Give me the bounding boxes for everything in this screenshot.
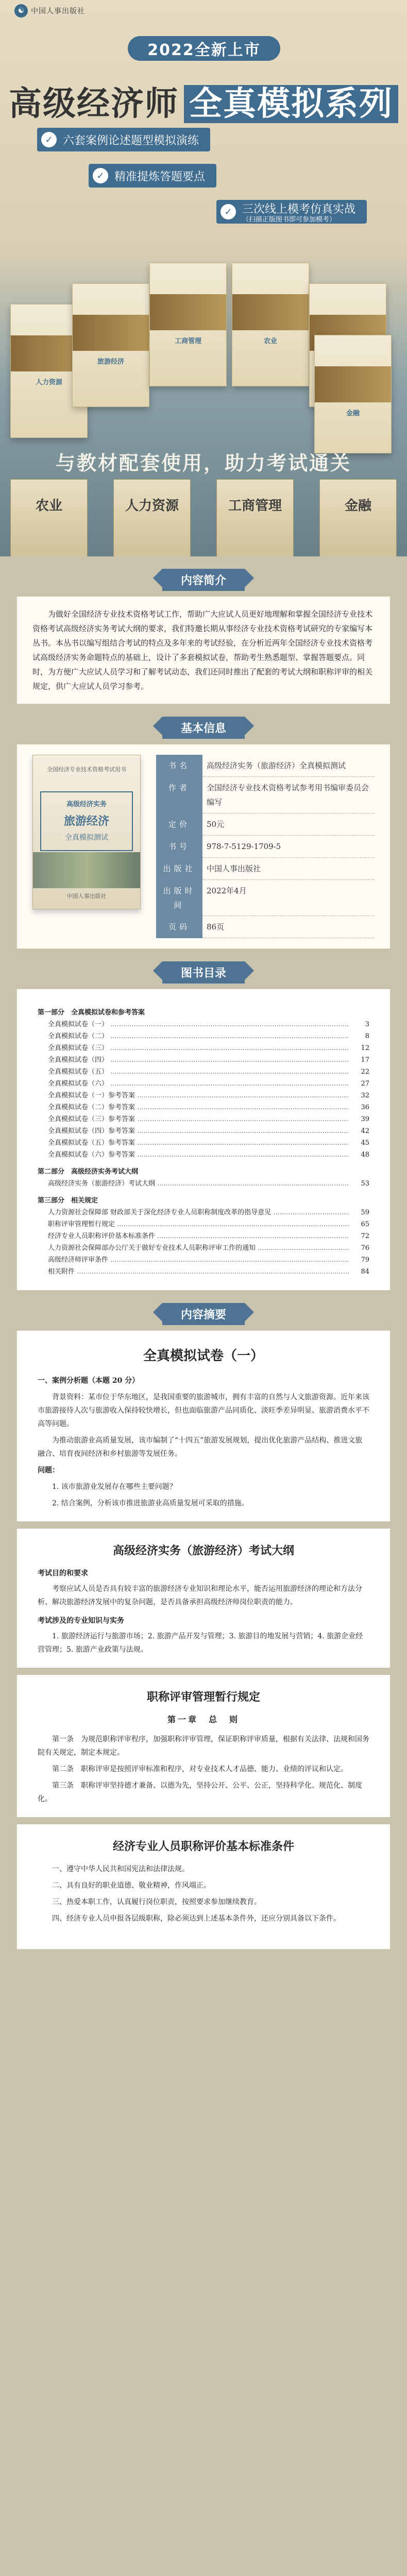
toc-entry-page: 45 (361, 1139, 369, 1147)
paragraph: 第一条 为规范职称评审程序，加强职称评审管理，保证职称评审质量，根据有关法律、法规和国务院有关规定，制定本规定。 (38, 1735, 369, 1757)
toc-entry-page: 17 (361, 1056, 369, 1064)
book-cover (72, 283, 149, 407)
feature-tag (89, 164, 216, 188)
book-label: 人力资源 (125, 498, 179, 514)
info-row (156, 777, 375, 814)
paragraph: 第二条 职称评审是按照评审标准和程序，对专业技术人才品德、能力、业绩的评议和认定。 (52, 1765, 348, 1773)
toc-entry-page: 3 (365, 1021, 369, 1028)
info-value: 978-7-5129-1709-5 (202, 836, 375, 858)
info-value: 高级经济实务（旅游经济）全真模拟测试 (202, 755, 375, 777)
publisher-logo-icon: ☯ (14, 4, 28, 18)
toc-entry-page: 36 (361, 1104, 369, 1111)
intro-text: 为做好全国经济专业技术资格考试工作，帮助广大应试人员更好地理解和掌握全国经济专业技术资格考试高级经济实务考试大纲的要求，我们特邀长期从事经济专业技术资格考试研究的专家编写本丛书。本丛书以编写组结合考试的特点及多年来的考试经验，在分析近两年全国经济专业技术资格考试高级经济实务命题特点的基础上，设计了多套模拟试卷，帮助考生熟悉题型、掌握答题要点。同时，为方便广大应试人员学习和了解考试动态，我们还同时推出了配套的考试大纲和职称评审的相关规定，供广大应试人员学习参考。 (32, 609, 373, 691)
section-heading: 内容简介 (162, 569, 245, 591)
info-row (156, 858, 375, 880)
regulation-title: 职称评审管理暂行规定 (146, 1690, 260, 1704)
book-label: 金融 (346, 410, 360, 417)
basic-info-card (16, 744, 391, 949)
toc-entry-title: 全真模拟试卷（五）参考答案 ..... (48, 1137, 349, 1149)
book-label: 工商管理 (174, 337, 201, 345)
toc-entry-title: 经济专业人员职称评价基本标准条件 ..... (48, 1230, 349, 1242)
paragraph: 背景资料：某市位于华东地区，是我国重要的旅游城市，拥有丰富的自然与人文旅游资源。近年来该市旅游接待人次与旅游收入保持较快增长，但也面临旅游产品同质化、淡旺季差异明显、旅游消费水平不高等问题。 (38, 1393, 369, 1428)
toc-entry-title: 全真模拟试卷（三） ..... (48, 1042, 349, 1054)
book-label: 人力资源 (35, 379, 62, 386)
toc-entry (38, 1125, 369, 1137)
toc-entry (38, 1242, 369, 1254)
toc-entry (38, 1090, 369, 1101)
toc-entry (38, 1266, 369, 1278)
toc-entry (38, 1178, 369, 1190)
section-heading: 内容摘要 (162, 1303, 245, 1325)
book-label: 金融 (344, 498, 371, 514)
book-cover (113, 479, 191, 556)
book-stack (10, 242, 397, 438)
info-key: 出版时间 (156, 880, 202, 916)
toc-part-heading: 第一部分 全真模拟试卷和参考答案 (38, 1009, 145, 1016)
section-heading: 基本信息 (162, 717, 245, 739)
toc-entry (38, 1207, 369, 1218)
toc-entry (38, 1054, 369, 1066)
toc-entry-title: 人力资源社会保障部办公厅关于做好专业技术人员职称评审工作的通知 ..... (48, 1242, 349, 1254)
toc-entry-title: 高级经济师评审条件 ..... (48, 1254, 349, 1266)
toc-entry (38, 1230, 369, 1242)
toc-entry (38, 1113, 369, 1125)
toc-entry (38, 1042, 369, 1054)
info-key: 作者 (156, 777, 202, 814)
book-cover (232, 263, 309, 386)
toc-entry (38, 1218, 369, 1230)
toc-entry-page: 84 (361, 1268, 369, 1276)
toc-entry (38, 1066, 369, 1078)
feature-tag-text: 六套案例论述题型模拟演练 (63, 134, 199, 147)
toc-entry-page: 76 (361, 1244, 369, 1252)
hero-title-accent: 全真模拟系列 (184, 85, 398, 123)
paragraph: 三、热爱本职工作，认真履行岗位职责，按照要求参加继续教育。 (52, 1898, 261, 1906)
cover-publisher: 中国人事出版社 (66, 893, 107, 900)
info-row (156, 755, 375, 777)
toc-entry-title: 高级经济实务（旅游经济）考试大纲 ..... (48, 1178, 349, 1190)
section-separator (16, 1521, 391, 1529)
question-ask: 问题： (38, 1466, 59, 1475)
toc-entry-page: 53 (361, 1180, 369, 1188)
publisher-logo (14, 4, 85, 18)
toc-entry-page: 48 (361, 1151, 369, 1159)
paragraph: 一、遵守中华人民共和国宪法和法律法规。 (52, 1865, 189, 1873)
toc-entry (38, 1030, 369, 1042)
toc-entry-page: 27 (361, 1080, 369, 1088)
bottom-book-row (0, 479, 407, 556)
toc-entry (38, 1019, 369, 1030)
basic-heading-wrap (0, 704, 407, 744)
toc-entry-title: 全真模拟试卷（四） ..... (48, 1054, 349, 1066)
exam-title: 全真模拟试卷（一） (143, 1348, 264, 1364)
toc-entry (38, 1137, 369, 1149)
info-key: 书号 (156, 836, 202, 858)
standard-title: 经济专业人员职称评价基本标准条件 (112, 1840, 294, 1853)
info-key: 定价 (156, 814, 202, 836)
toc-entry-page: 79 (361, 1256, 369, 1264)
paragraph: 考察应试人员是否具有较丰富的旅游经济专业知识和理论水平，能否运用旅游经济的理论和方法分析、解决旅游经济发展中的复杂问题，是否具备承担高级经济师岗位职责的能力。 (38, 1585, 362, 1606)
feature-tag-text: 三次线上模考仿真实战 (242, 202, 356, 216)
cover-title-line: 全真模拟测试 (65, 834, 108, 842)
check-icon: ✓ (41, 132, 57, 147)
outline-title: 高级经济实务（旅游经济）考试大纲 (112, 1544, 294, 1557)
toc-entry-title: 人力资源社会保障部 财政部关于深化经济专业人员职称制度改革的指导意见 ..... (48, 1207, 349, 1218)
toc-entry-page: 65 (361, 1221, 369, 1228)
release-badge: 2022全新上市 (128, 36, 280, 61)
outline-subheading: 考试目的和要求 (38, 1569, 88, 1578)
section-separator (16, 1668, 391, 1675)
info-value: 2022年4月 (202, 880, 375, 916)
cover-picture (33, 852, 140, 888)
toc-entry (38, 1078, 369, 1090)
book-label: 旅游经济 (97, 358, 124, 366)
toc-entry-title: 全真模拟试卷（一）参考答案 ..... (48, 1090, 349, 1101)
question-heading: 一、案例分析题（本题 20 分） (38, 1377, 140, 1385)
toc-entry-title: 全真模拟试卷（二）参考答案 ..... (48, 1101, 349, 1113)
toc-entry-title: 全真模拟试卷（四）参考答案 ..... (48, 1125, 349, 1137)
section-separator (16, 1817, 391, 1824)
info-value: 中国人事出版社 (202, 858, 375, 880)
info-key: 书名 (156, 755, 202, 777)
cover-series: 全国经济专业技术资格考试用书 (47, 766, 126, 773)
toc-entry-page: 8 (365, 1032, 369, 1040)
outline-subheading: 考试涉及的专业知识与实务 (38, 1617, 124, 1625)
hero-slogan: 与教材配套使用，助力考试通关 (55, 452, 351, 474)
paragraph: 第三条 职称评审坚持德才兼备、以德为先，坚持公开、公平、公正，坚持科学化、规范化、制度化。 (38, 1782, 362, 1803)
toc-entry (38, 1149, 369, 1161)
intro-card (16, 596, 391, 704)
info-row (156, 814, 375, 836)
toc-entry-title: 全真模拟试卷（五） ..... (48, 1066, 349, 1078)
book-label: 工商管理 (228, 498, 282, 514)
book-cover (149, 263, 227, 386)
paragraph: 二、具有良好的职业道德、敬业精神，作风端正。 (52, 1882, 211, 1890)
toc-entry-page: 72 (361, 1232, 369, 1240)
info-row (156, 880, 375, 916)
info-value: 50元 (202, 814, 375, 836)
cover-title-line: 高级经济实务 (66, 801, 107, 808)
toc-heading-wrap (0, 949, 407, 989)
feature-tag (37, 128, 210, 151)
book-cover (314, 335, 392, 453)
excerpt-heading-wrap (0, 1291, 407, 1330)
toc-entry (38, 1254, 369, 1266)
toc-entry-page: 32 (361, 1092, 369, 1099)
question-item: 1. 该市旅游业发展存在哪些主要问题？ (52, 1483, 177, 1491)
toc-entry-title: 全真模拟试卷（一） ..... (48, 1019, 349, 1030)
toc-entry-title: 相关附件 ..... (48, 1266, 349, 1278)
paragraph: 四、经济专业人员申报各层级职称，除必须达到上述基本条件外，还应分别具备以下条件。 (52, 1914, 341, 1923)
info-value: 全国经济专业技术资格考试参考用书编审委员会 编写 (202, 777, 375, 814)
feature-tag-body (242, 200, 355, 224)
intro-heading-wrap (0, 556, 407, 596)
table-of-contents (16, 989, 391, 1291)
toc-entry-title: 全真模拟试卷（六）参考答案 ..... (48, 1149, 349, 1161)
toc-entry-page: 59 (361, 1209, 369, 1216)
toc-entry-page: 12 (361, 1044, 369, 1052)
hero-title-main: 高级经济师 (9, 85, 179, 123)
toc-entry-page: 42 (361, 1127, 369, 1135)
toc-part-heading: 第三部分 相关规定 (38, 1197, 98, 1205)
hero-title (0, 77, 407, 125)
feature-tag-subtext: （扫描正版图书即可参加模考） (242, 215, 336, 224)
info-row (156, 916, 375, 938)
check-icon: ✓ (221, 204, 236, 219)
info-key: 出版社 (156, 858, 202, 880)
section-heading: 图书目录 (162, 961, 245, 984)
toc-entry-title: 全真模拟试卷（六） ..... (48, 1078, 349, 1090)
book-cover-image (32, 755, 141, 909)
publisher-name: 中国人事出版社 (31, 7, 85, 15)
feature-tag-text: 精准提炼答题要点 (114, 170, 206, 183)
toc-entry-page: 39 (361, 1115, 369, 1123)
book-label: 农业 (35, 498, 62, 514)
paragraph: 1. 旅游经济运行与旅游市场；2. 旅游产品开发与管理；3. 旅游目的地发展与营销；4. 旅游企业经营管理；5. 旅游产业政策与法规。 (38, 1632, 363, 1654)
question-item: 2. 结合案例，分析该市推进旅游业高质量发展可采取的措施。 (52, 1499, 249, 1507)
info-key: 页码 (156, 916, 202, 938)
toc-entry-title: 全真模拟试卷（三）参考答案 ..... (48, 1113, 349, 1125)
toc-entry-title: 全真模拟试卷（二） ..... (48, 1030, 349, 1042)
info-value: 86页 (202, 916, 375, 938)
toc-entry-page: 22 (361, 1068, 369, 1076)
book-label: 农业 (263, 337, 277, 345)
check-icon: ✓ (93, 168, 108, 183)
book-info-table (156, 755, 375, 938)
excerpt-card (16, 1330, 391, 1950)
chapter-heading: 第一章 总 则 (167, 1715, 240, 1724)
book-cover (216, 479, 294, 556)
cover-title-line: 旅游经济 (63, 815, 109, 828)
book-cover (10, 479, 88, 556)
info-row (156, 836, 375, 858)
toc-part-heading: 第二部分 高级经济实务考试大纲 (38, 1168, 139, 1176)
hero-banner (0, 0, 407, 556)
toc-entry (38, 1101, 369, 1113)
paragraph: 为推动旅游业高质量发展，该市编制了“十四五”旅游发展规划，提出优化旅游产品结构、推进文旅融合、培育夜间经济和乡村旅游等发展任务。 (38, 1436, 363, 1458)
footer-spacer (0, 1950, 407, 1965)
book-cover (319, 479, 397, 556)
feature-tag (216, 200, 367, 224)
toc-entry-title: 职称评审管理暂行规定 ..... (48, 1218, 349, 1230)
cover-title-box (40, 791, 133, 851)
